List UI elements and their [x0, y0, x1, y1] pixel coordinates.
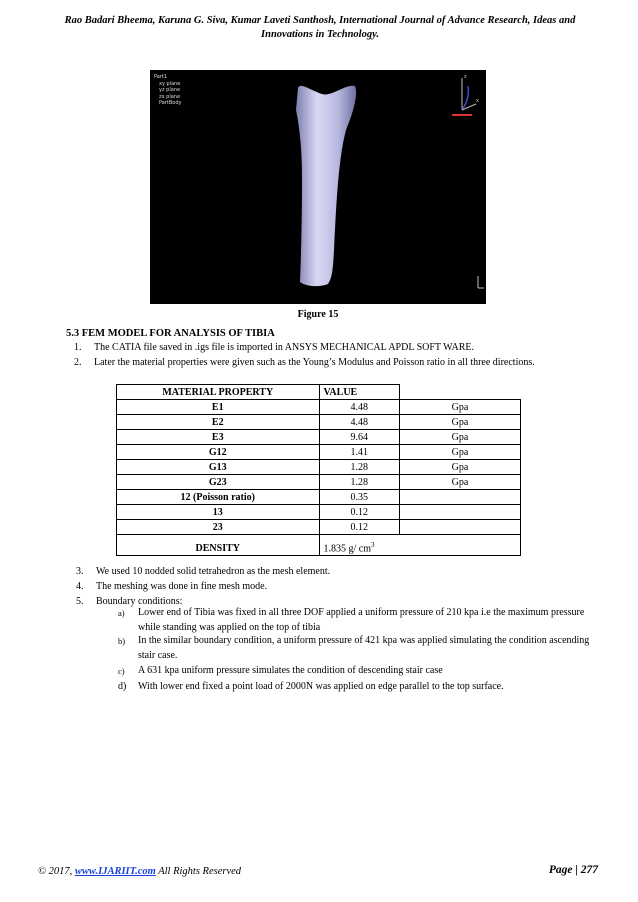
- table-row: [117, 445, 521, 460]
- cell-unit: [399, 520, 520, 535]
- cell-unit: Gpa: [399, 430, 520, 445]
- cell-value: 1.41: [319, 445, 399, 460]
- cell-value: 0.12: [319, 505, 399, 520]
- footer-copyright: [38, 866, 241, 877]
- list-item-text: We used 10 nodded solid tetrahedron as the mesh element.: [96, 566, 331, 577]
- list-item-number: 5.: [76, 596, 84, 607]
- table-row: [117, 490, 521, 505]
- tibia-render: [150, 70, 486, 304]
- cell-property: DENSITY: [117, 535, 320, 556]
- cell-property: G13: [117, 460, 320, 475]
- table-row: [117, 520, 521, 535]
- rights-text: All Rights Reserved: [158, 866, 242, 877]
- cell-property: E2: [117, 415, 320, 430]
- header-line-2: Innovations in Technology.: [261, 29, 379, 40]
- journal-link[interactable]: www.IJARIIT.com: [74, 866, 156, 877]
- running-header: [40, 14, 600, 42]
- list-item-text: Later the material properties were given such as the Young’s Modulus and Poisson ratio in all three directions.: [94, 357, 535, 368]
- tibia-bone-shape: [296, 86, 356, 286]
- cell-unit: [399, 505, 520, 520]
- table-row-density: [117, 535, 521, 556]
- density-exponent: 3: [371, 540, 375, 549]
- header-value: VALUE: [319, 385, 399, 400]
- axis-label-x: x: [476, 98, 479, 104]
- cell-unit: Gpa: [399, 475, 520, 490]
- cell-unit: Gpa: [399, 415, 520, 430]
- table-header-row: [117, 385, 521, 400]
- cell-property: E1: [117, 400, 320, 415]
- table-row: [117, 475, 521, 490]
- list-item-number: 1.: [74, 342, 82, 353]
- tree-item: PartBody: [159, 100, 182, 106]
- sublist-mark: d): [118, 681, 127, 692]
- tree-item: xy plane: [159, 80, 181, 87]
- cell-value: 4.48: [319, 415, 399, 430]
- list-item-number: 4.: [76, 581, 84, 592]
- cell-unit: Gpa: [399, 445, 520, 460]
- cell-value: 1.28: [319, 460, 399, 475]
- header-property: MATERIAL PROPERTY: [117, 385, 320, 400]
- cell-property: 23: [117, 520, 320, 535]
- axis-compass-icon: [452, 74, 479, 115]
- cell-value: 9.64: [319, 430, 399, 445]
- sublist-mark: a): [118, 608, 125, 618]
- cell-value: 0.35: [319, 490, 399, 505]
- cell-unit: [399, 490, 520, 505]
- sublist-text: Lower end of Tibia was fixed in all three DOF applied a uniform pressure of 210 kpa i.e the maximum pressure while standing was applied on the top of tibia: [138, 607, 585, 633]
- tree-item: zx plane: [159, 93, 181, 100]
- cell-property: 12 (Poisson ratio): [117, 490, 320, 505]
- table-row: [117, 460, 521, 475]
- tree-item: yz plane: [159, 87, 181, 93]
- tibia-figure: [150, 70, 486, 304]
- sublist-text: With lower end fixed a point load of 2000N was applied on edge parallel to the top surface.: [138, 681, 504, 692]
- cell-unit: Gpa: [399, 460, 520, 475]
- table-row: [117, 400, 521, 415]
- material-properties-table: [116, 384, 521, 556]
- cell-value: 1.28: [319, 475, 399, 490]
- list-item-number: 3.: [76, 566, 84, 577]
- cell-property: G23: [117, 475, 320, 490]
- page-number: Page | 277: [548, 864, 598, 876]
- list-item-text: Boundary conditions:: [96, 596, 183, 607]
- section-title: 5.3 FEM MODEL FOR ANALYSIS OF TIBIA: [66, 328, 275, 339]
- tree-item: Part1: [154, 74, 168, 80]
- list-item-number: 2.: [74, 357, 82, 368]
- axis-label-z: z: [464, 74, 467, 80]
- header-line-1: Rao Badari Bheema, Karuna G. Siva, Kumar Laveti Santhosh, International Journal of Advance Research, Ideas and: [64, 15, 576, 26]
- origin-axis-icon: [478, 276, 484, 288]
- table-row: [117, 415, 521, 430]
- density-value: 1.835 g/ cm: [323, 543, 371, 554]
- sublist-mark: c): [118, 666, 125, 676]
- cell-density-value: [319, 535, 521, 556]
- cell-unit: Gpa: [399, 400, 520, 415]
- list-item-text: The meshing was done in fine mesh mode.: [96, 581, 268, 592]
- copyright-text: © 2017,: [38, 866, 73, 877]
- sublist-mark: b): [118, 636, 126, 646]
- figure-caption: Figure 15: [297, 309, 339, 320]
- cell-property: G12: [117, 445, 320, 460]
- sublist-text: A 631 kpa uniform pressure simulates the condition of descending stair case: [138, 665, 443, 676]
- table-row: [117, 505, 521, 520]
- sublist-text: In the similar boundary condition, a uniform pressure of 421 kpa was applied simulating the condition ascending stair case.: [138, 635, 590, 661]
- list-item-text: The CATIA file saved in .igs file is imported in ANSYS MECHANICAL APDL SOFT WARE.: [94, 342, 474, 353]
- cell-value: 4.48: [319, 400, 399, 415]
- cell-property: 13: [117, 505, 320, 520]
- cell-value: 0.12: [319, 520, 399, 535]
- cell-property: E3: [117, 430, 320, 445]
- table-row: [117, 430, 521, 445]
